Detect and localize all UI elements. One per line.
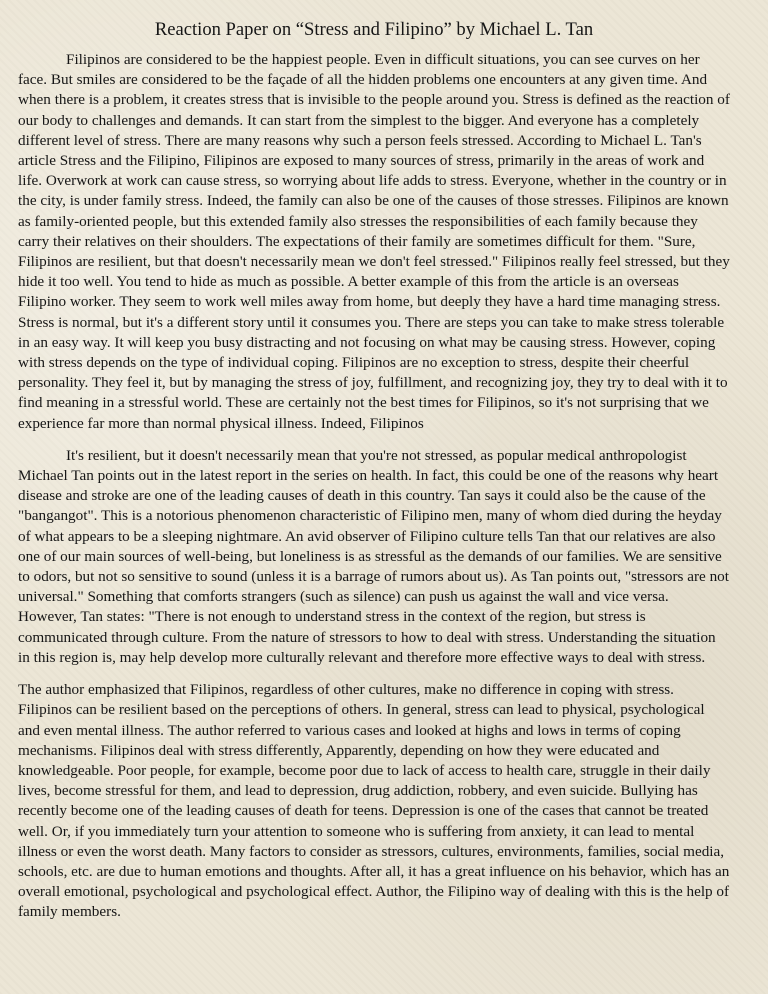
paragraph-2: It's resilient, but it doesn't necessarily mean that you're not stressed, as popular medical anthropologist Michael Tan points out in the latest report in the series on health. In fact, this could be one of the reasons why heart disease and stroke are one of the leading causes of death in this country. Tan says it could also be the cause of the "bangangot". This is a notorious phenomenon characteristic of Filipino men, many of whom died during the heyday of what appears to be a sleeping nightmare. An avid observer of Filipino culture tells Tan that our relatives are also one of our main sources of well-being, but loneliness is as stressful as the demands of our families. We are sensitive to odors, but not so sensitive to sound (unless it is a barrage of rumors about us). As Tan points out, "stressors are not universal." Something that comforts strangers (such as silence) can push us against the wall and vice versa. However, Tan states: "There is not enough to understand stress in the context of the region, but stress is communicated through culture. From the nature of stressors to how to deal with stress. Understanding the situation in this region is, may help develop more culturally relevant and therefore more effective ways to deal with stress. bbox=[18, 446, 730, 666]
paragraph-1: Filipinos are considered to be the happiest people. Even in difficult situations, you can see curves on her face. But smiles are considered to be the façade of all the hidden problems one encounters at any given time. And when there is a problem, it creates stress that is invisible to the people around you. Stress is defined as the reaction of our body to challenges and demands. It can start from the simplest to the bigger. And everyone has a completely different level of stress. There are many reasons why such a person feels stressed. According to Michael L. Tan's article Stress and the Filipino, Filipinos are exposed to many sources of stress, primarily in the areas of work and life. Overwork at work can cause stress, so worrying about life adds to stress. Everyone, whether in the country or in the city, is under family stress. Indeed, the family can also be one of the causes of those stresses. Filipinos are known as family-oriented people, but this extended family also stresses the responsibilities of each family because they carry their relatives on their shoulders. The expectations of their family are sometimes difficult for them. "Sure, Filipinos are resilient, but that doesn't necessarily mean we don't feel stressed." Filipinos really feel stressed, but they hide it too well. You tend to hide as much as possible. A better example of this from the article is an overseas Filipino worker. They seem to work well miles away from home, but deeply they have a hard time managing stress. Stress is normal, but it's a different story until it consumes you. There are steps you can take to make stress tolerable in an easy way. It will keep you busy distracting and not focusing on what may be causing stress. However, coping with stress depends on the type of individual coping. Filipinos are no exception to stress, despite their cheerful personality. They feel it, but by managing the stress of joy, fulfillment, and recognizing joy, they try to deal with it to find meaning in a stressful world. These are certainly not the best times for Filipinos, so it's not surprising that we experience far more than normal physical illness. Indeed, Filipinos bbox=[18, 51, 730, 432]
document-title: Reaction Paper on “Stress and Filipino” by Michael L. Tan bbox=[154, 19, 594, 40]
paragraph-3: The author emphasized that Filipinos, regardless of other cultures, make no difference in coping with stress. Filipinos can be resilient based on the perceptions of others. In general, stress can lead to physical, psychological and even mental illness. The author referred to various cases and looked at highs and lows in terms of coping mechanisms. Filipinos deal with stress differently, Apparently, depending on how they were educated and knowledgeable. Poor people, for example, become poor due to lack of access to health care, struggle in their daily lives, become stressful for them, and lead to depression, drug addiction, robbery, and even suicide. Bullying has recently become one of the leading causes of death for teens. Depression is one of the cases that cannot be treated well. Or, if you immediately turn your attention to someone who is suffering from anxiety, it can lead to mental illness or even the worst death. Many factors to consider as stressors, cultures, environments, families, social media, schools, etc. are due to human emotions and thoughts. After all, it has a great influence on his behavior, which has an overall emotional, psychological and psychological effect. Author, the Filipino way of dealing with this is the help of family members. bbox=[18, 681, 730, 921]
